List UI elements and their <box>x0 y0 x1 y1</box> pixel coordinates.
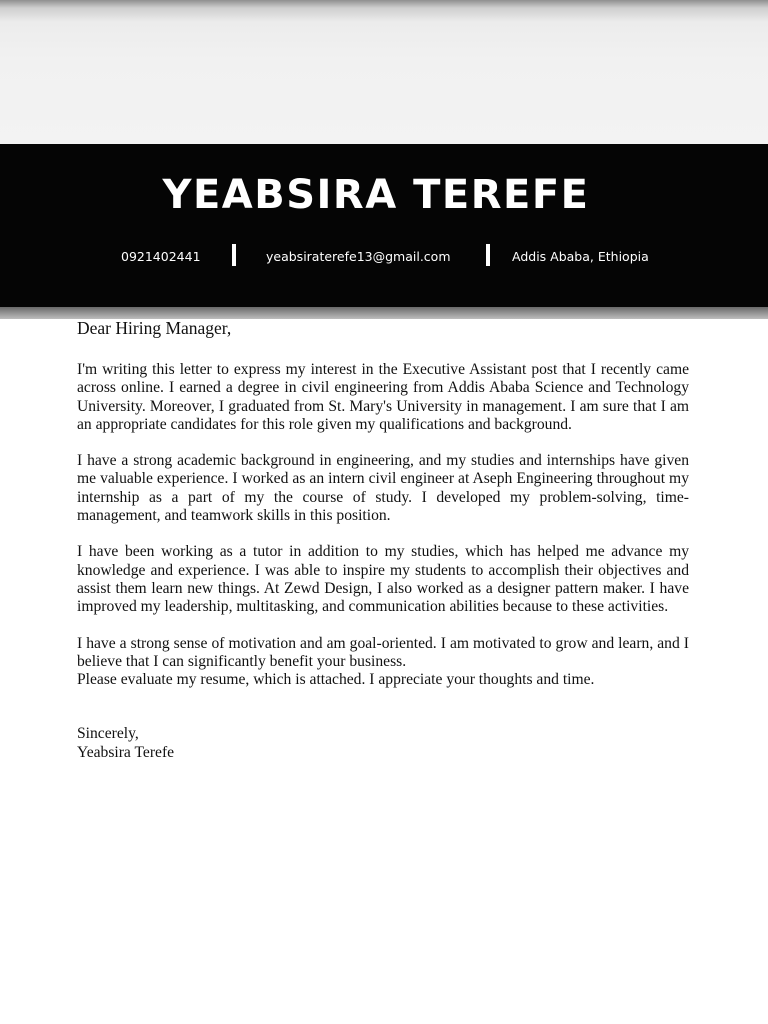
email-address: yeabsiraterefe13@gmail.com <box>266 249 451 264</box>
letter-body <box>77 317 689 762</box>
contact-separator <box>232 244 236 266</box>
closing: Sincerely, <box>77 725 139 743</box>
applicant-name: YEABSIRA TEREFE <box>162 172 590 218</box>
signature-name: Yeabsira Terefe <box>77 743 175 761</box>
top-shade <box>0 0 768 144</box>
location: Addis Ababa, Ethiopia <box>512 249 649 264</box>
header-band <box>0 144 768 307</box>
salutation: Dear Hiring Manager, <box>77 318 232 338</box>
phone-number: 0921402441 <box>121 249 201 264</box>
paragraph: I have a strong sense of motivation and am goal-oriented. I am motivated to grow and learn, and I believe that I can significantly benefit your business. <box>77 634 689 670</box>
paragraph: I have been working as a tutor in addition to my studies, which has helped me advance my knowledge and experience. I was able to inspire my students to accomplish their objectives and assist them learn new things. At Zewd Design, I also worked as a designer pattern maker. I have improved my leadership, multitasking, and communication abilities because to these activities. <box>77 543 689 616</box>
paragraph: I'm writing this letter to express my interest in the Executive Assistant post that I recently came across online. I earned a degree in civil engineering from Addis Ababa Science and Technology University. Moreover, I graduated from St. Mary's University in management. I am sure that I am an appropriate candidates for this role given my qualifications and background. <box>77 361 689 433</box>
contact-separator <box>486 244 490 266</box>
paragraph: Please evaluate my resume, which is attached. I appreciate your thoughts and time. <box>77 671 595 689</box>
paragraph: I have a strong academic background in engineering, and my studies and internships have given me valuable experience. I worked as an intern civil engineer at Aseph Engineering throughout my internship as a part of my the course of study. I developed my problem-solving, time-management, and teamwork skills in this position. <box>77 452 689 525</box>
